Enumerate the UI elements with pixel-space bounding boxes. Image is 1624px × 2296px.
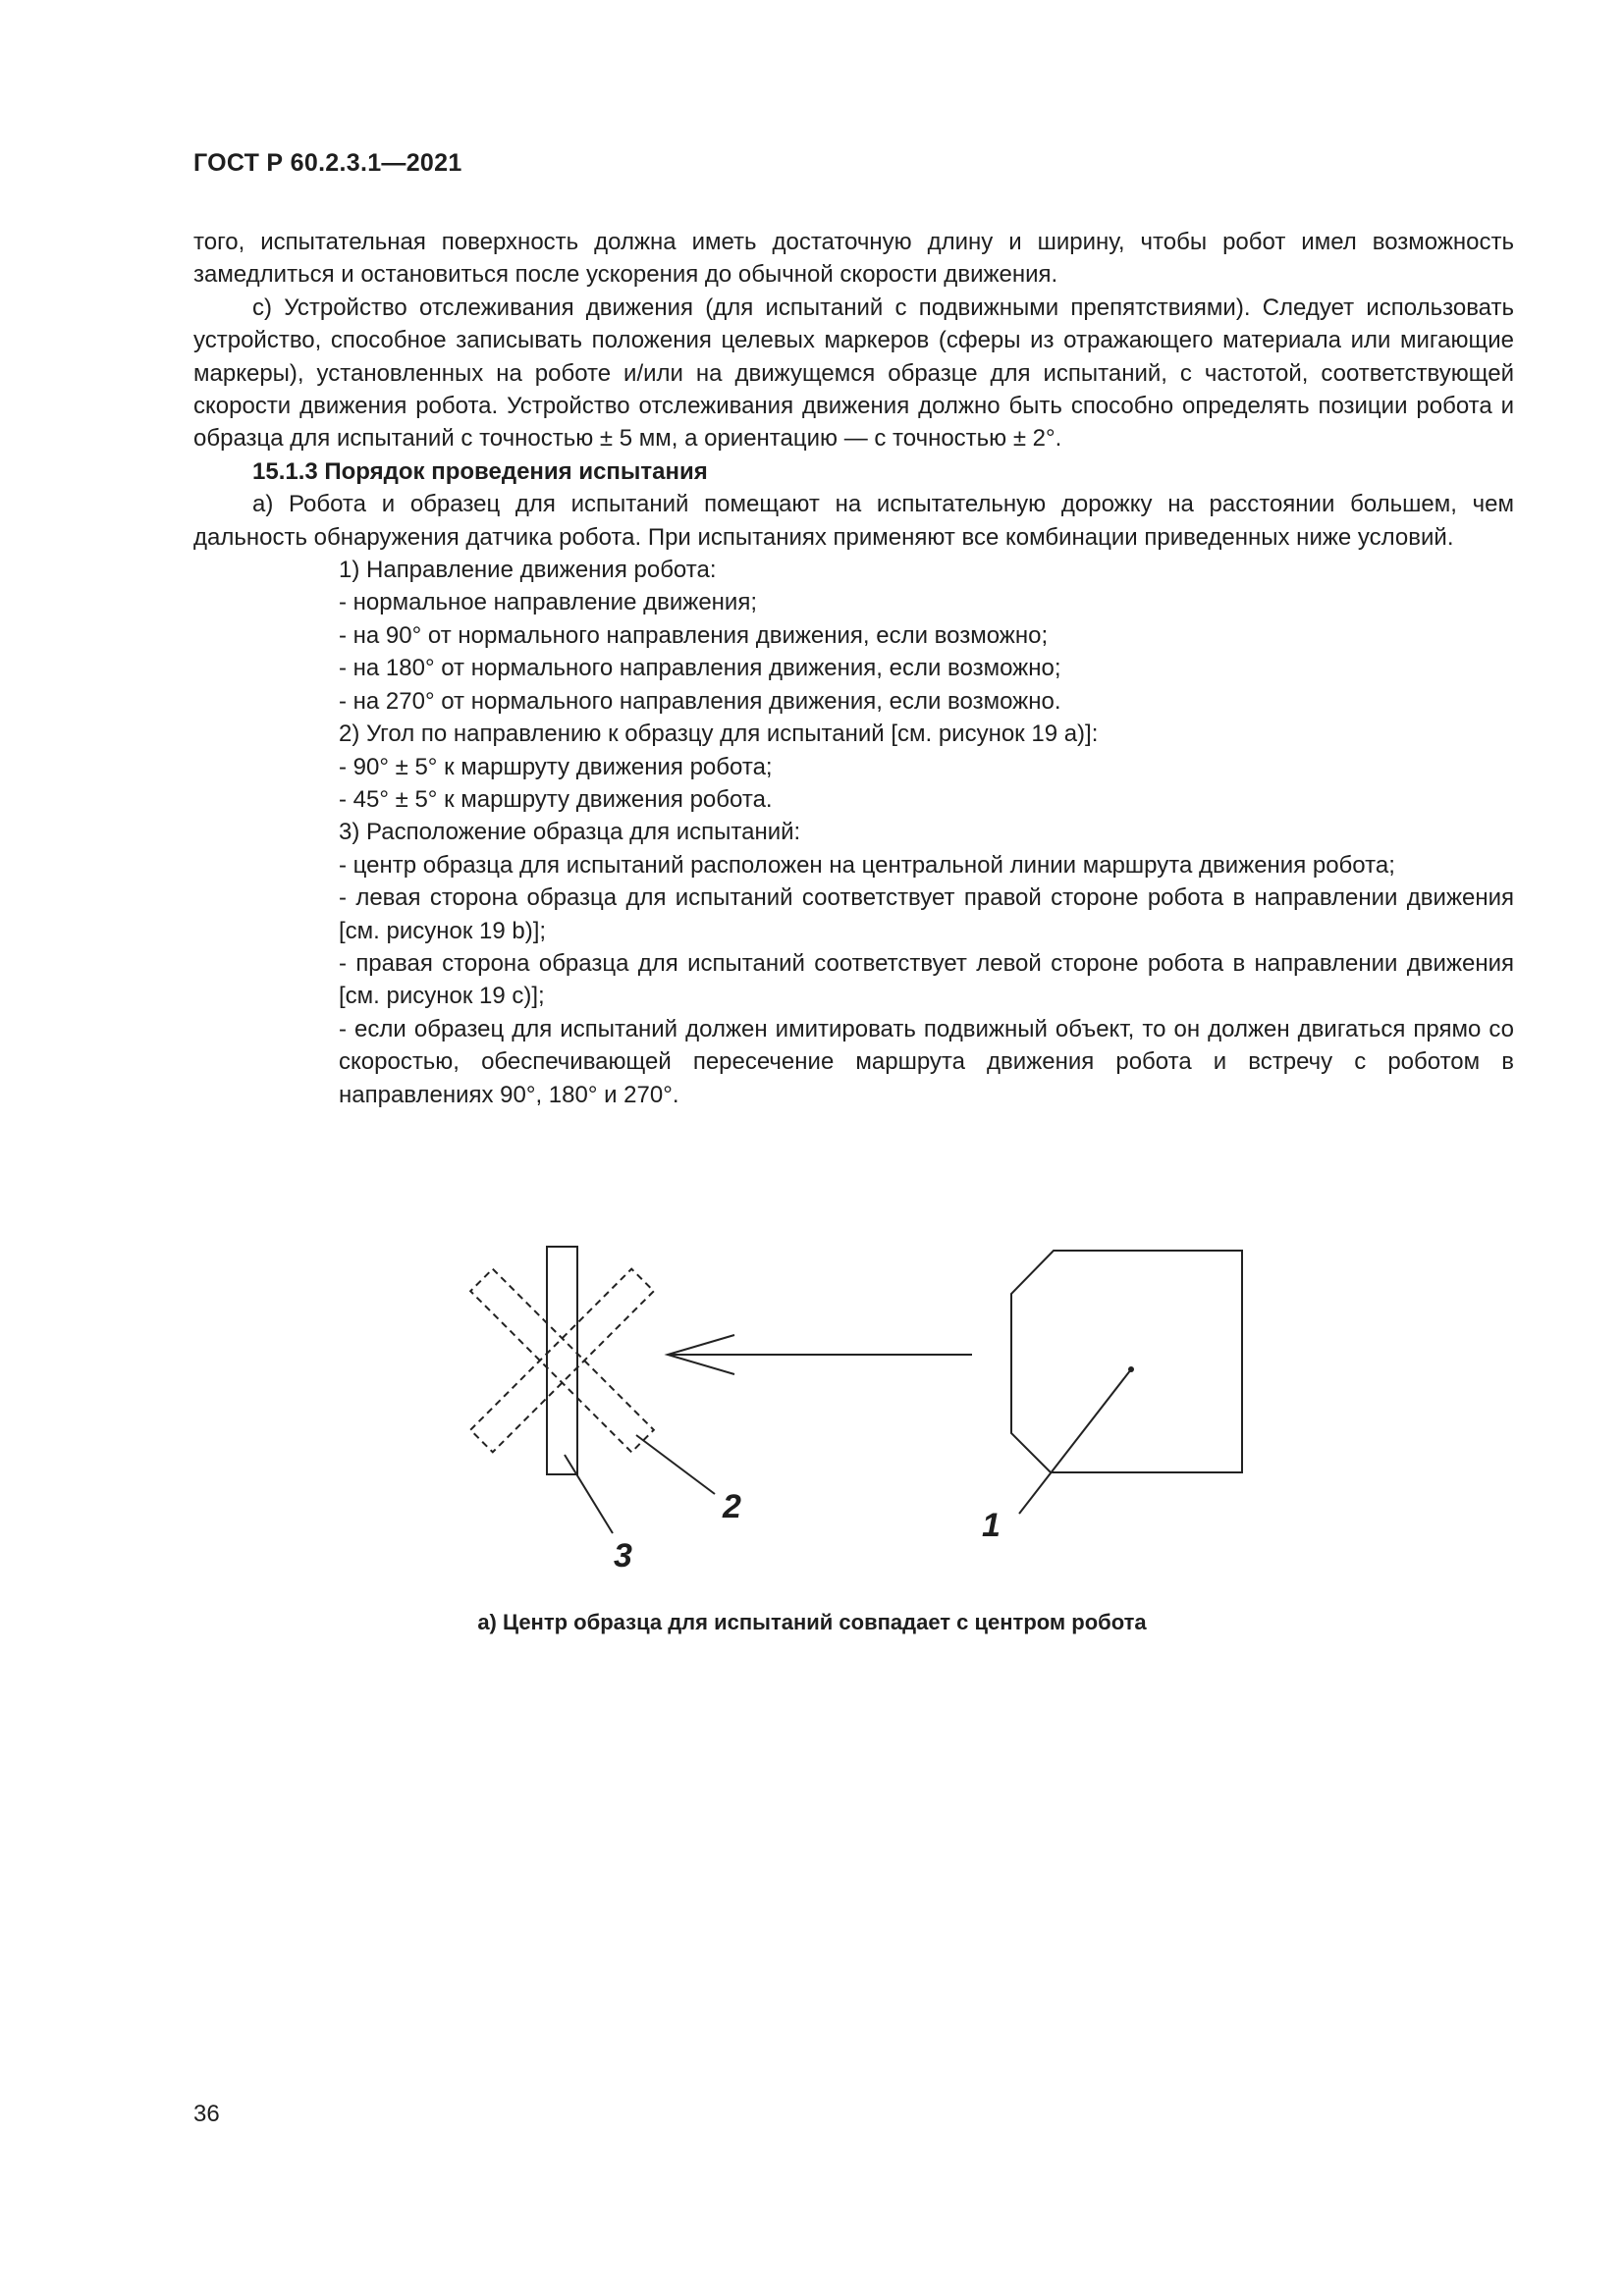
list-item: - 45° ± 5° к маршруту движения робота. <box>339 785 773 813</box>
figure-label-2: 2 <box>723 1488 741 1525</box>
leader-line-1 <box>1019 1369 1131 1514</box>
robot-outline <box>1011 1251 1242 1472</box>
paragraph-procedure: а) Робота и образец для испытаний помещают на испытательную дорожку на расстоянии большем, чем дальность обнаружения датчика робота. При испытаниях применяют все комбинации приведенных ниже условий. <box>193 491 1514 551</box>
list-item: - нормальное направление движения; <box>339 589 757 616</box>
page-number: 36 <box>193 2101 220 2127</box>
test-sample-rect <box>547 1247 577 1474</box>
list-item: 1) Направление движения робота: <box>339 557 717 584</box>
document-header: ГОСТ Р 60.2.3.1—2021 <box>193 149 462 177</box>
list-item: - на 90° от нормального направления движения, если возможно; <box>339 621 1049 649</box>
paragraph-motion-tracking: с) Устройство отслеживания движения (для испытаний с подвижными препятствиями). Следует использовать устройство, способное записывать положения целевых маркеров (сферы из отражающего материала или мигающие маркеры), установленных на роботе и/или на движущемся образце для испытаний, с частотой, соответствующей скорости движения робота. Устройство отслеживания движения должно быть способно определять позиции робота и образца для испытаний с точностью ± 5 мм, а ориентацию — с точностью ± 2°. <box>193 294 1514 453</box>
section-heading: 15.1.3 Порядок проведения испытания <box>252 457 708 485</box>
sample-position-135-dashed <box>470 1269 654 1453</box>
paragraph-continuation: того, испытательная поверхность должна иметь достаточную длину и ширину, чтобы робот имел возможность замедлиться и остановиться после ускорения до обычной скорости движения. <box>193 229 1514 289</box>
list-item: 2) Угол по направлению к образцу для испытаний [см. рисунок 19 а)]: <box>339 721 1099 748</box>
list-item: - левая сторона образца для испытаний соответствует правой стороне робота в направлении движения [см. рисунок 19 b)]; <box>339 884 1514 944</box>
leader-line-3 <box>565 1455 613 1533</box>
figure-caption: а) Центр образца для испытаний совпадает с центром робота <box>477 1610 1147 1634</box>
list-item: - центр образца для испытаний расположен на центральной линии маршрута движения робота; <box>339 851 1395 879</box>
sample-position-45-dashed <box>470 1269 654 1453</box>
list-item: - на 180° от нормального направления движения, если возможно; <box>339 655 1061 682</box>
list-item: - правая сторона образца для испытаний соответствует левой стороне робота в направлении движения [см. рисунок 19 с)]; <box>339 949 1514 1010</box>
body-text <box>193 226 1514 1111</box>
leader-line-2 <box>636 1435 715 1494</box>
figure-label-3: 3 <box>614 1537 632 1575</box>
list-item: - на 270° от нормального направления движения, если возможно. <box>339 687 1061 715</box>
direction-arrow-head <box>668 1335 734 1374</box>
conditions-list <box>339 554 1514 1111</box>
list-item: - если образец для испытаний должен имитировать подвижный объект, то он должен двигаться прямо со скоростью, обеспечивающей пересечение маршрута движения робота и встречу с роботом в направлениях 90°, 180° и 270°. <box>339 1015 1514 1108</box>
list-item: - 90° ± 5° к маршруту движения робота; <box>339 753 773 780</box>
figure-label-1: 1 <box>982 1507 1001 1544</box>
list-item: 3) Расположение образца для испытаний: <box>339 819 801 846</box>
robot-center-point <box>1128 1366 1134 1372</box>
